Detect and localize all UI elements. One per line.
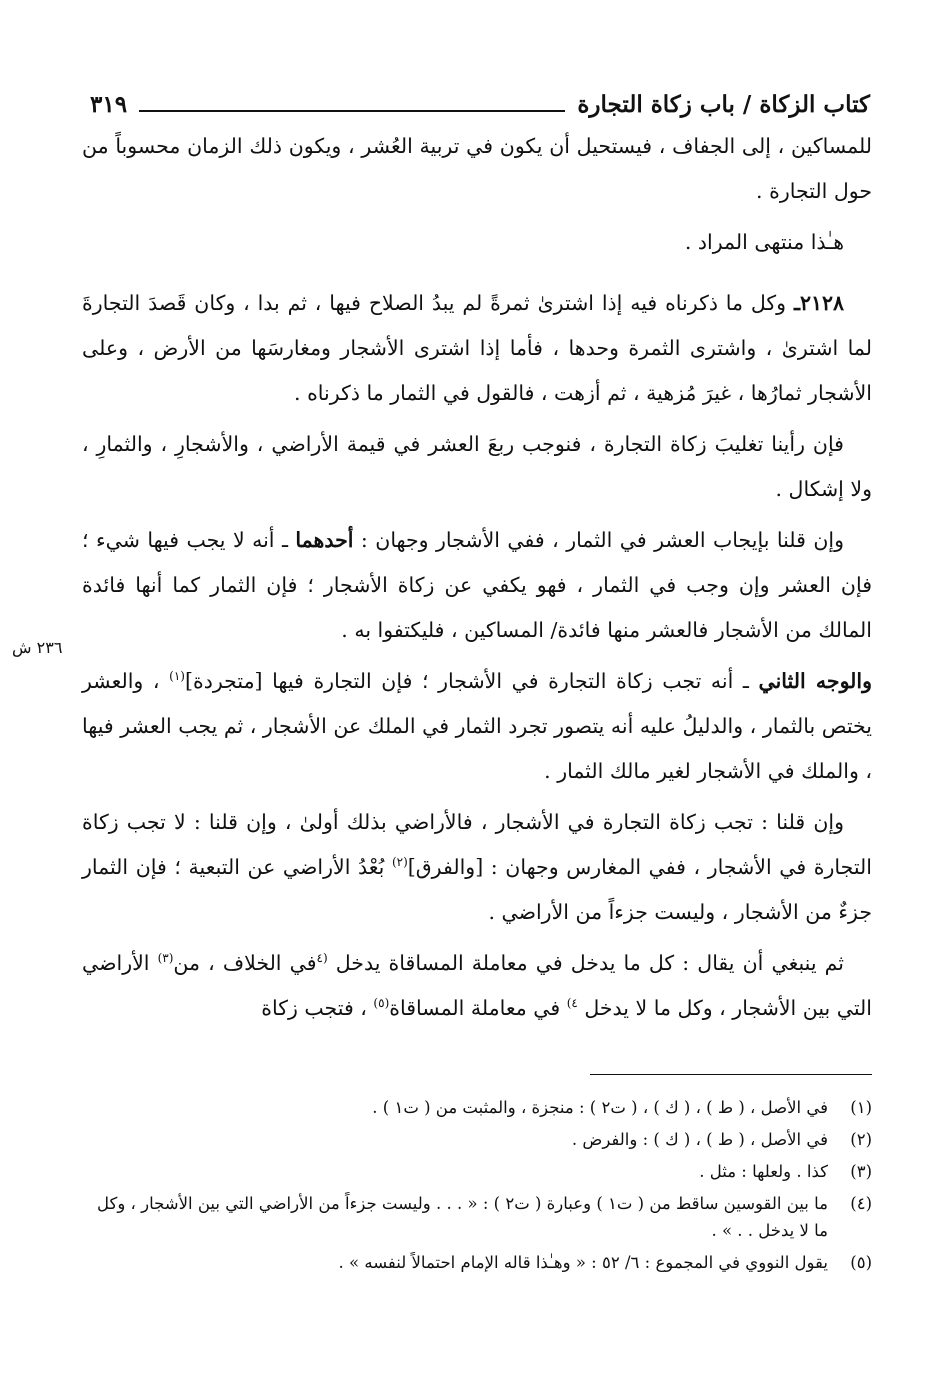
paragraph [82,941,872,1031]
paragraph [82,800,872,935]
footnote-text: ما بين القوسين ساقط من ( ت١ ) وعبارة ( ت٢ ) : « . . . وليست جزءاً من الأراضي التي بين الأشجار ، وكل ما لا يدخل . . » . [96,1194,828,1240]
footnote-ref[interactable]: (٣) [157,951,174,966]
header-rule [139,110,565,112]
paragraph [82,124,872,214]
footnote-number: (٣) [850,1162,872,1181]
footnote-ref[interactable]: (٢) [391,855,408,870]
margin-folio-note: ٢٣٦ ش [12,638,63,657]
paragraph-text: هـٰذا منتهى المراد . [684,230,844,254]
footnote-text: يقول النووي في المجموع : ٦/ ٥٢ : « وهـٰذا قاله الإمام احتمالاً لنفسه » . [338,1253,828,1272]
page-number: ٣١٩ [90,91,128,118]
footnote-ref[interactable]: (١) [169,669,185,684]
bold-term: أحدهما [295,528,354,552]
footnote-ref[interactable]: (٥) [373,996,390,1011]
footnote-item [90,1094,872,1121]
paragraph-text: بُعْدُ الأراضي عن التبعية ؛ فإن الثمار جزءٌ من الأشجار ، وليست جزءاً من الأراضي . [82,855,872,924]
numbered-paragraph [82,281,872,416]
footnote-number: (٥) [850,1253,872,1272]
paragraph-text: وكل ما ذكرناه فيه إذا اشترىٰ ثمرةً لم يبدُ الصلاح فيها ، ثم بدا ، وكان قَصدَ التجارةَ لما اشترىٰ ، واشترى الثمرة وحدها ، فأما إذا اشترى الأشجار ومغارسَها من الأرض ، وعلى الأشجار ثمارُها ، غيرَ مُزهية ، ثم أزهت ، فالقول في الثمار ما ذكرناه . [82,291,872,405]
paragraph-text: ـ أنه تجب زكاة التجارة في الأشجار ؛ فإن التجارة فيها [متجردة] [184,669,759,693]
paragraph [82,220,872,265]
footnote-item [90,1158,872,1185]
footnote-number: (١) [850,1098,872,1117]
footnote-item [90,1249,872,1276]
paragraph-text: الأراضي التي بين الأشجار ، وكل ما لا يدخل [82,951,872,1020]
page-header [90,78,870,122]
paragraph-text: ـ أنه لا يجب فيها شيء ؛ فإن العشر وإن وجب في الثمار ، فهو يكفي عن زكاة الأشجار ؛ فإن الثمار كما أنها فائدة المالك من الأشجار فالعشر منها فائدة/ المساكين ، فليكتفوا به . [82,528,872,642]
paragraph-text: فإن رأينا تغليبَ زكاة التجارة ، فنوجب ربعَ العشر في قيمة الأراضي ، والأشجارِ ، والثمارِ ، ولا إشكال . [82,432,872,501]
footnote-text: في الأصل ، ( ط ) ، ( ك ) ، ( ت٢ ) : منجزة ، والمثبت من ( ت١ ) . [372,1098,828,1117]
footnote-ref[interactable]: ٤) [566,996,578,1011]
footnote-number: (٤) [850,1194,872,1213]
paragraph [82,518,872,653]
footnote-item [90,1126,872,1153]
paragraph [82,659,872,794]
footnote-text: في الأصل ، ( ط ) ، ( ك ) : والفرض . [571,1130,828,1149]
paragraph-text: للمساكين ، إلى الجفاف ، فيستحيل أن يكون في تربية العُشر ، ويكون ذلك الزمان محسوباً من حول التجارة . [82,134,872,203]
footnotes [90,1094,872,1281]
bold-term: والوجه الثاني [758,669,872,693]
footnote-ref[interactable]: (٤ [316,951,328,966]
footnote-number: (٢) [850,1130,872,1149]
paragraph-text: ، فتجب زكاة [261,996,374,1020]
main-text [82,124,872,1037]
paragraph-text: في الخلاف ، من [173,951,317,975]
paragraph-text: في معاملة المساقاة [389,996,567,1020]
paragraph-text: ، والعشر يختص بالثمار ، والدليلُ عليه أنه يتصور تجرد الثمار في الملك عن الأشجار ، ثم يجب العشر فيها ، والملك في الأشجار لغير مالك الثمار . [82,669,872,783]
footnote-item [90,1190,872,1244]
paragraph-text: ثم ينبغي أن يقال : كل ما يدخل في معاملة المساقاة يدخل [327,951,845,975]
footnote-text: كذا . ولعلها : مثل . [699,1162,828,1181]
running-title: كتاب الزكاة / باب زكاة التجارة [577,91,870,118]
paragraph-text: وإن قلنا بإيجاب العشر في الثمار ، ففي الأشجار وجهان : [353,528,844,552]
footnote-separator [590,1074,872,1075]
paragraph-text: وإن قلنا : تجب زكاة التجارة في الأشجار ، فالأراضي بذلك أولىٰ ، وإن قلنا : لا تجب زكاة التجارة في الأشجار ، ففي المغارس وجهان : [والفرق] [82,810,872,879]
paragraph-number: ٢١٢٨ـ [793,291,844,315]
paragraph [82,422,872,512]
